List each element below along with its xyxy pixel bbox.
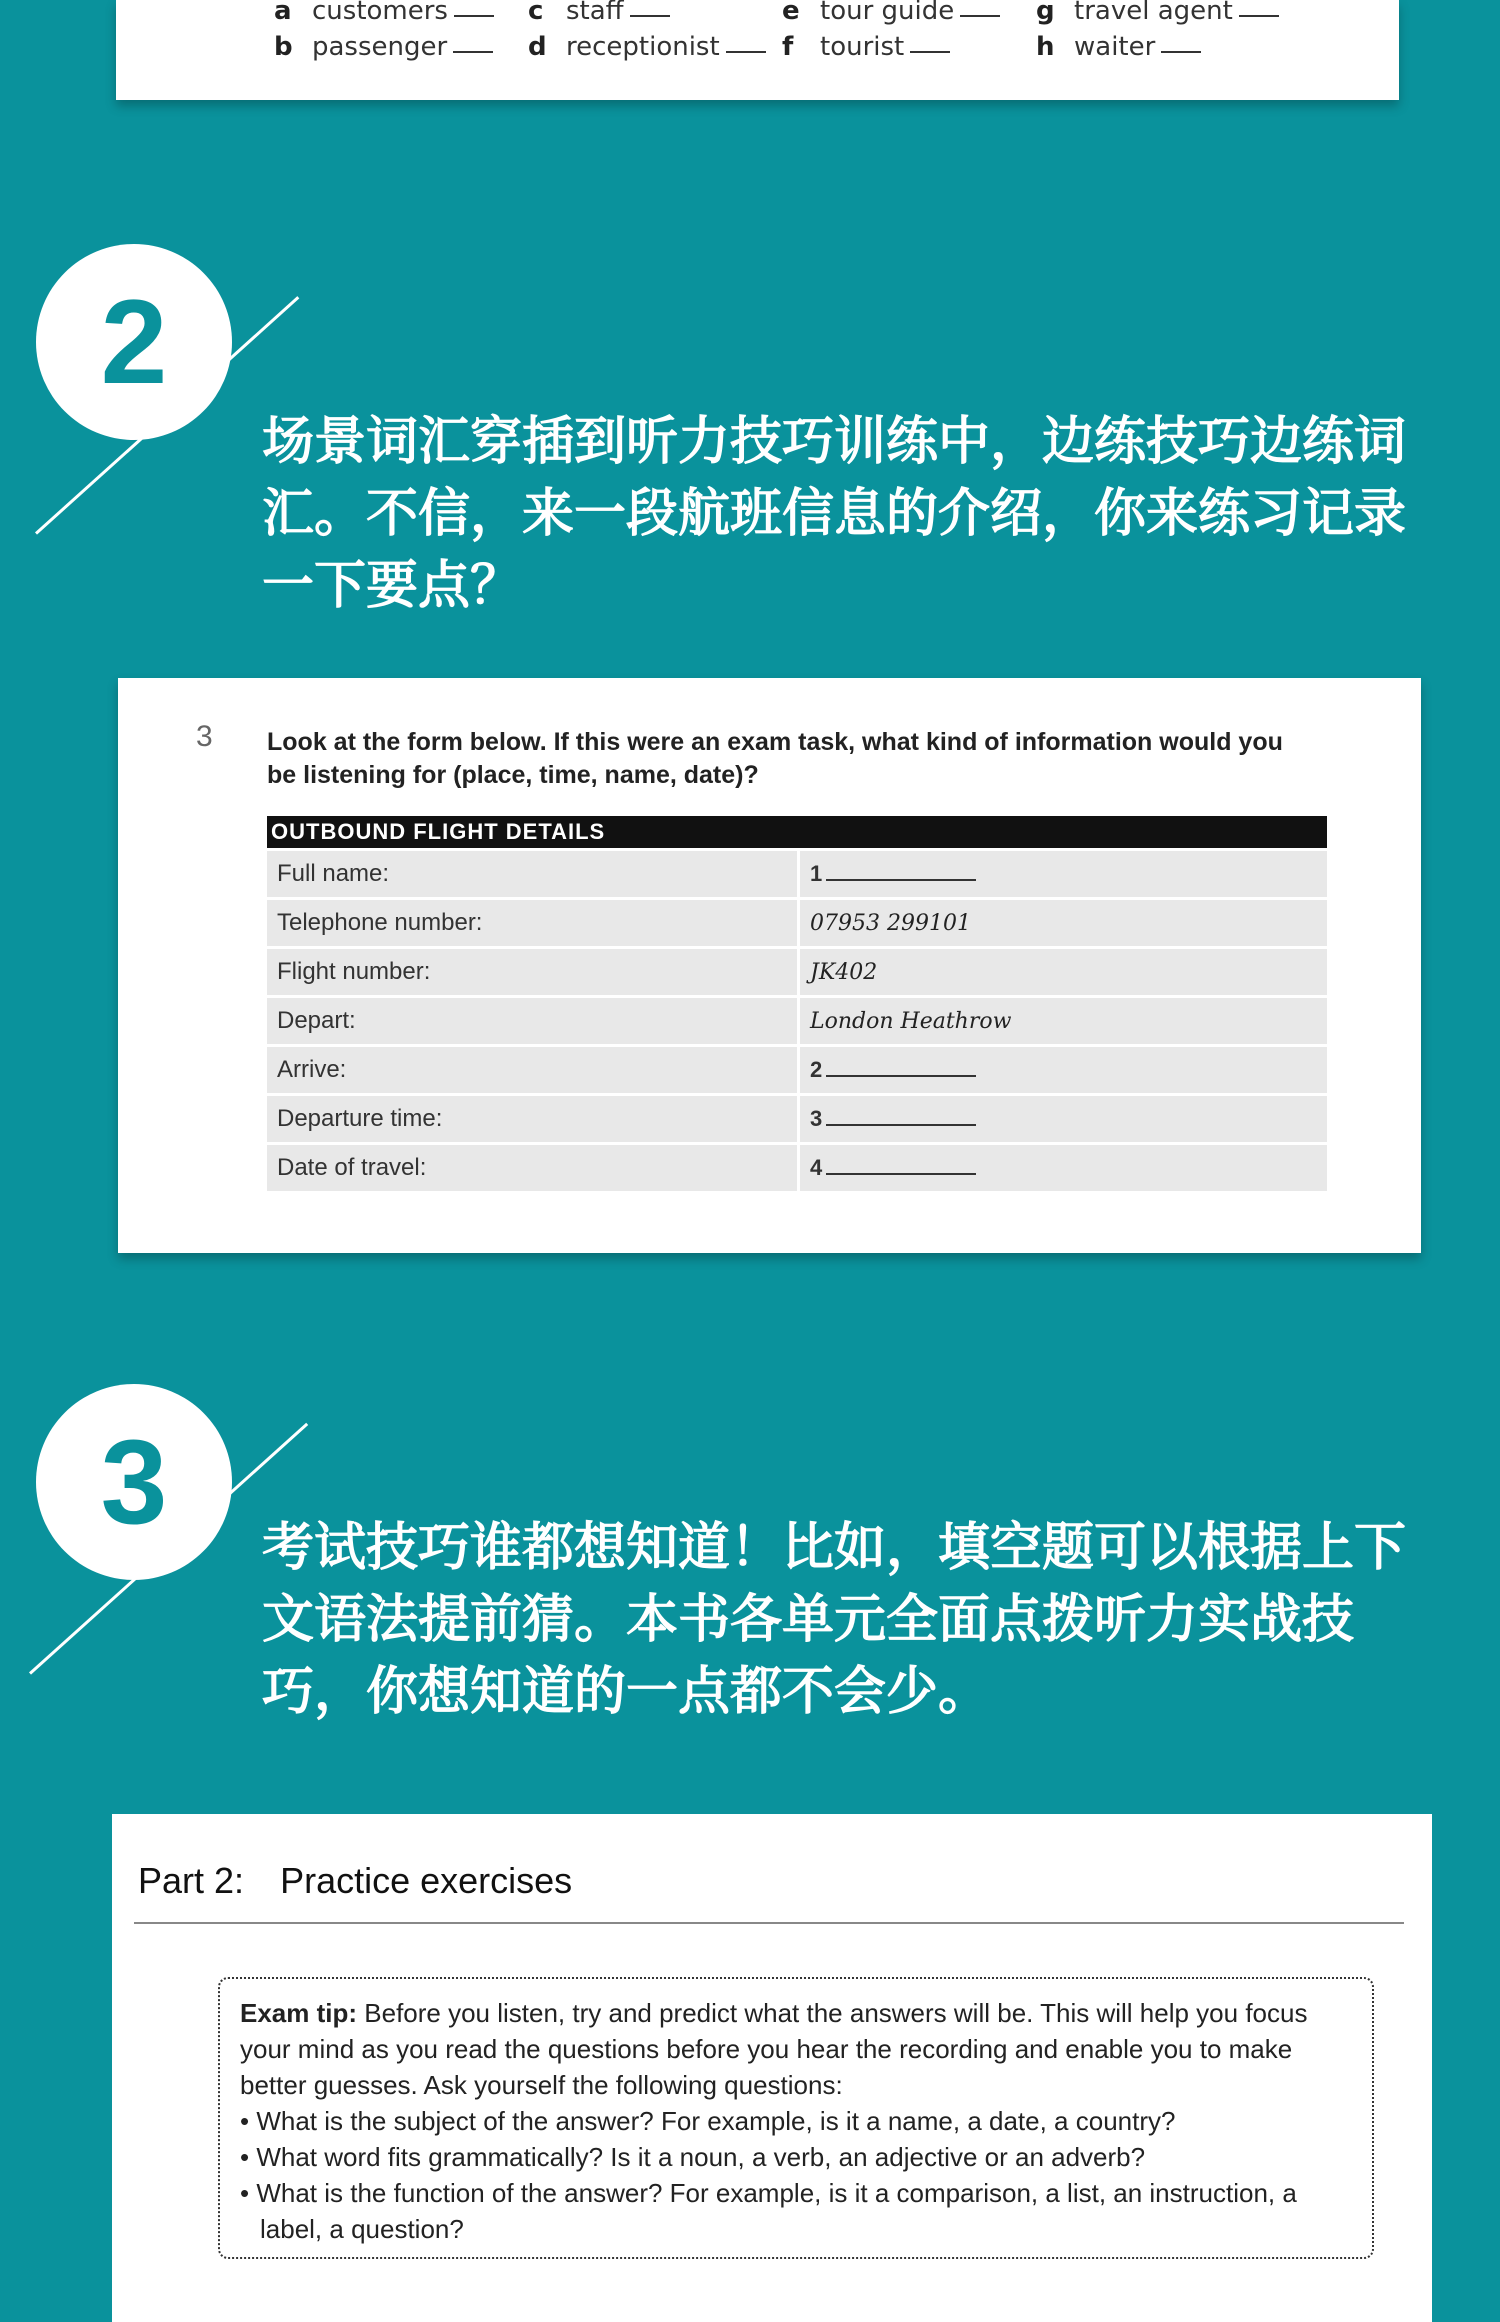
section-number-badge: 3 [36,1384,232,1580]
vocab-item: g travel agent [1036,0,1279,26]
tip-bullet: • What word fits grammatically? Is it a noun, a verb, an adjective or an adverb? [240,2142,1146,2172]
form-title: OUTBOUND FLIGHT DETAILS [267,816,1327,848]
vocab-item: c staff [528,0,670,26]
form-row: Telephone number: 07953 299101 [267,900,1327,946]
vocab-item: b passenger [274,32,493,62]
part-heading: Part 2: Practice exercises [138,1860,573,1901]
exam-tip-box [218,1977,1374,2259]
tip-bullet: • What is the subject of the answer? For example, is it a name, a date, a country? [240,2106,1176,2136]
exercise-card [118,678,1421,1253]
question-text: Look at the form below. If this were an exam task, what kind of information would you be listening for (place, time, name, date)? [267,728,1283,789]
vocab-item: d receptionist [528,32,766,62]
section-description: 场景词汇穿插到听力技巧训练中，边练技巧边练词汇。不信，来一段航班信息的介绍，你来练习记录一下要点？ [262,412,1407,616]
form-row: Depart: London Heathrow [267,998,1327,1044]
section-number-badge: 2 [36,244,232,440]
form-row: Flight number: JK402 [267,949,1327,995]
vocab-item: f tourist [782,32,950,62]
answer-blank[interactable] [826,1173,976,1175]
form-row: Date of travel: 4 [267,1145,1327,1191]
section-description: 考试技巧谁都想知道！比如，填空题可以根据上下文语法提前猜。本书各单元全面点拨听力实战技巧，你想知道的一点都不会少。 [262,1518,1407,1722]
form-row: Departure time: 3 [267,1096,1327,1142]
form-row: Full name: 1 [267,851,1327,897]
exam-tip-text: Exam tip: Before you listen, try and predict what the answers will be. This will help you focus your mind as you read the questions before you hear the recording and enable you to make better guesses. Ask yourself the following questions: • What is the subject of the answer? For example, is it a name, a date, a country? • What word fits grammatically? Is it a noun, a verb, an adjective or an adverb? • What is the function of the answer? For example, is it a comparison, a list, an instruction, a label, a question? [240,1995,1360,2247]
vocabulary-card [116,0,1399,100]
answer-blank[interactable] [826,1124,976,1126]
vocab-item: h waiter [1036,32,1201,62]
tip-bullet: • What is the function of the answer? For example, is it a comparison, a list, an instruction, a label, a question? [240,2178,1297,2244]
vocab-item: a customers [274,0,494,26]
divider [134,1922,1404,1924]
vocab-item: e tour guide [782,0,1000,26]
form-row: Arrive: 2 [267,1047,1327,1093]
question-number: 3 [196,720,213,753]
answer-blank[interactable] [826,1075,976,1077]
answer-blank[interactable] [826,879,976,881]
practice-card [112,1814,1432,2322]
flight-details-form [267,813,1327,1194]
